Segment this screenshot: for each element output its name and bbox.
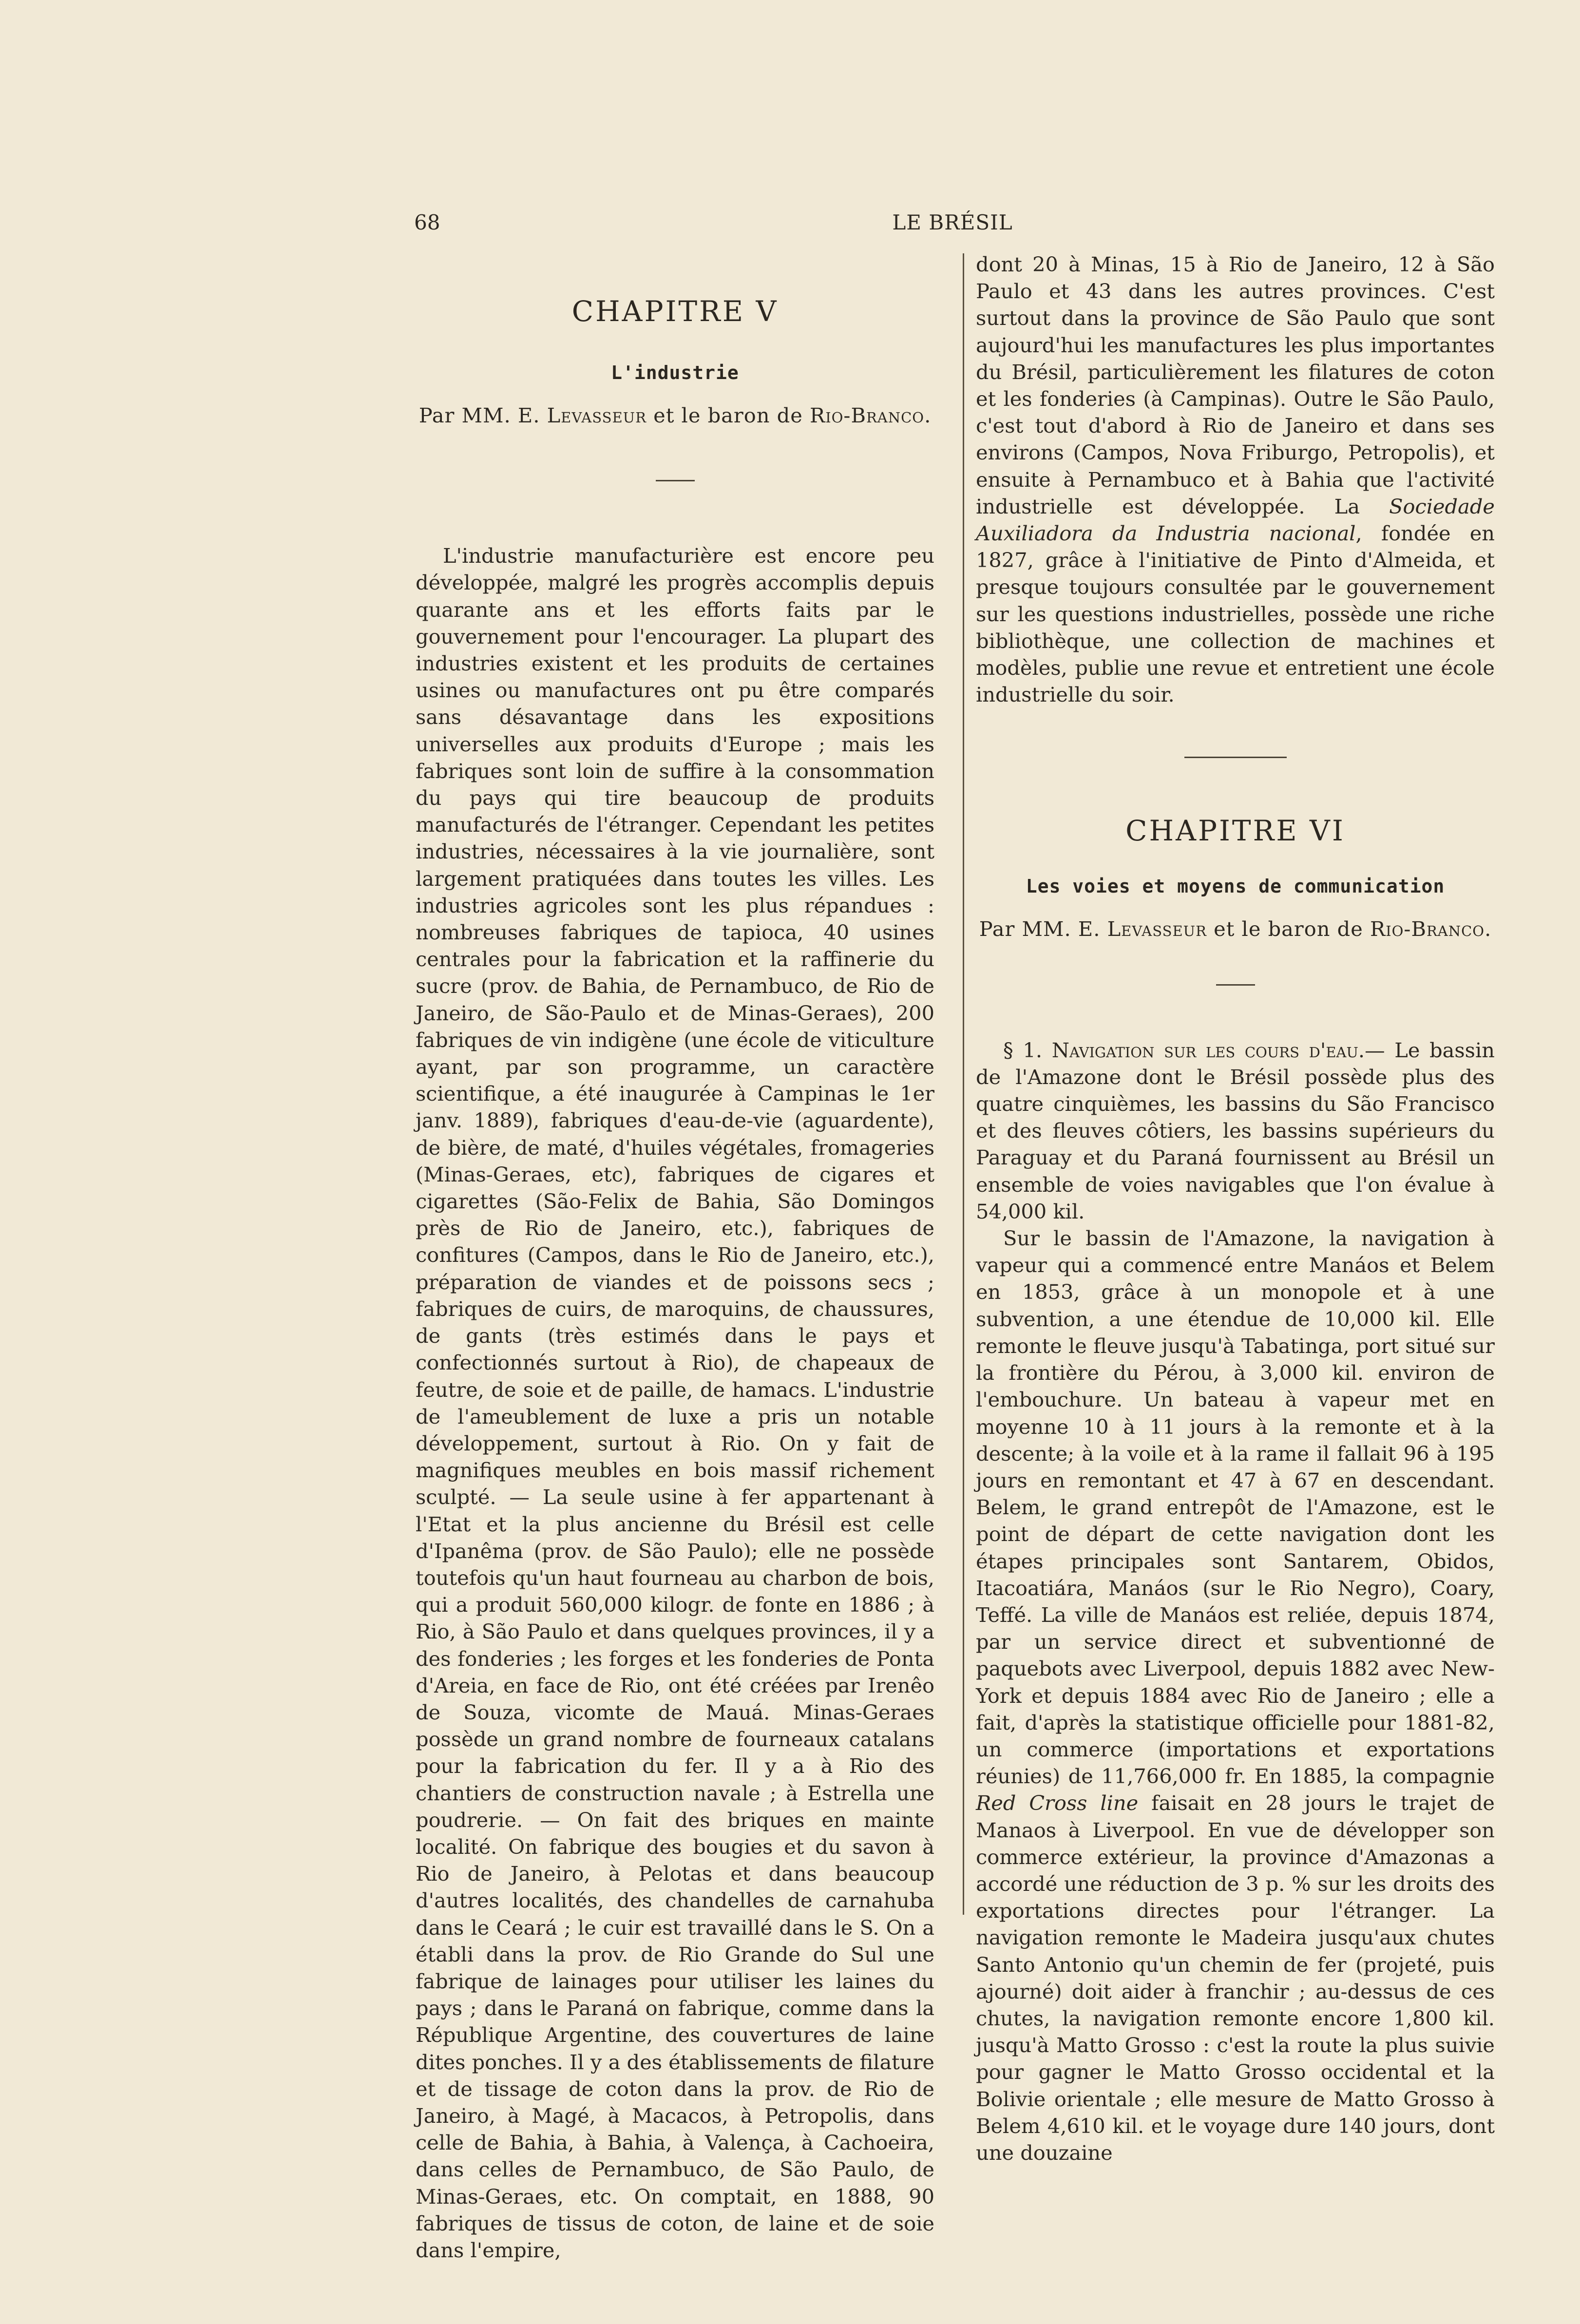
chapter-5-byline	[416, 402, 934, 429]
chapter-5-subtitle: L'industrie	[611, 362, 739, 383]
company-name: Red Cross line	[976, 1791, 1139, 1815]
author-levasseur: Levasseur	[547, 403, 647, 427]
section-title: Navigation sur les cours d'eau.	[1051, 1038, 1365, 1062]
section-1-paragraph-2	[976, 1225, 1495, 2166]
society-name: Sociedade Auxiliadora da Industria nacional	[976, 494, 1495, 546]
continuation-text-b: , fondée en 1827, grâce à l'initiative de Pinto d'Almeida, et presque toujours consultée par le gouvernement sur les questions industrielles, possède une riche bibliothèque, une collection de machines et modèles, publie une revue et entretient une école industrielle du soir.	[976, 521, 1495, 707]
byline-end: .	[924, 403, 932, 427]
paragraph-2-text-b: faisait en 28 jours le trajet de Manaos à Liverpool. En vue de développer son commerce extérieur, la province d'Amazonas a accordé une réduction de 3 p. % sur les droits des exportations directes pour l'étranger. La navigation remonte le Madeira jusqu'aux chutes Santo Antonio qu'un chemin de fer (projeté, puis ajourné) doit aider à franchir ; au-dessus de ces chutes, la navigation remonte encore 1,800 kil. jusqu'à Matto Grosso : c'est la route la plus suivie pour gagner le Matto Grosso occidental et la Bolivie orientale ; elle mesure de Matto Grosso à Belem 4,610 kil. et le voyage dure 140 jours, dont une douzaine	[976, 1791, 1495, 2165]
left-column	[416, 253, 934, 2264]
byline-prefix: Par MM. E.	[979, 917, 1101, 941]
byline-prefix: Par MM. E.	[419, 403, 540, 427]
column-divider	[963, 253, 964, 1915]
author-rio-branco: Rio-Branco	[1370, 917, 1485, 941]
section-number: § 1.	[1003, 1038, 1043, 1062]
running-title: LE BRÉSIL	[892, 210, 1013, 234]
chapter-5-continuation	[976, 251, 1495, 708]
page-number: 68	[414, 210, 440, 234]
chapter-6-title: CHAPITRE VI	[1125, 814, 1345, 848]
continuation-text-a: dont 20 à Minas, 15 à Rio de Janeiro, 12 à São Paulo et 43 dans les autres provinces. C'est surtout dans la province de São Paulo que sont aujourd'hui les manufactures les plus importantes du Brésil, particulièrement les filatures de coton et les fonderies (à Campinas). Outre le São Paulo, c'est tout d'abord à Rio de Janeiro et dans ses environs (Campos, Nova Friburgo, Petropolis), et ensuite à Pernambuco et à Bahia que l'activité industrielle est développée. La	[976, 252, 1495, 518]
right-column	[976, 251, 1495, 2166]
section-1-paragraph	[976, 1037, 1495, 1225]
chapter-5-body: L'industrie manufacturière est encore peu développée, malgré les progrès accomplis depuis quarante ans et les efforts faits par le gouvernement pour l'encourager. La plupart des industries existent et les produits de certaines usines ou manufactures ont pu être comparés sans désavantage dans les expositions universelles aux produits d'Europe ; mais les fabriques sont loin de suffire à la consommation du pays qui tire beaucoup de produits manufacturés de l'étranger. Cependant les petites industries, nécessaires à la vie journalière, sont largement pratiquées dans toutes les villes. Les industries agricoles sont les plus répandues : nombreuses fabriques de tapioca, 40 usines centrales pour la fabrication et la raffinerie du sucre (prov. de Bahia, de Pernambuco, de Rio de Janeiro, de São-Paulo et de Minas-Geraes), 200 fabriques de vin indigène (une école de viticulture ayant, par son programme, un caractère scientifique, a été inaugurée à Campinas le 1er janv. 1889), fabriques d'eau-de-vie (aguardente), de bière, de maté, d'huiles végétales, fromageries (Minas-Geraes, etc), fabriques de cigares et cigarettes (São-Felix de Bahia, São Domingos près de Rio de Janeiro, etc.), fabriques de confitures (Campos, dans le Rio de Janeiro, etc.), préparation de viandes et de poissons secs ; fabriques de cuirs, de maroquins, de chaussures, de gants (très estimés dans le pays et confectionnés surtout à Rio), de chapeaux de feutre, de soie et de paille, de hamacs. L'industrie de l'ameublement de luxe a pris un notable développement, surtout à Rio. On y fait de magnifiques meubles en bois massif richement sculpté. — La seule usine à fer appartenant à l'Etat et la plus ancienne du Brésil est celle d'Ipanêma (prov. de São Paulo); elle ne possède toutefois qu'un haut fourneau au charbon de bois, qui a produit 560,000 kilogr. de fonte en 1886 ; à Rio, à São Paulo et dans quelques provinces, il y a des fonderies ; les forges et les fonderies de Ponta d'Areia, en face de Rio, ont été créées par Irenêo de Souza, vicomte de Mauá. Minas-Geraes possède un grand nombre de fourneaux catalans pour la fabrication du fer. Il y a à Rio des chantiers de construction navale ; à Estrella une poudrerie. — On fait des briques en mainte localité. On fabrique des bougies et du savon à Rio de Janeiro, à Pelotas et dans beaucoup d'autres localités, des chandelles de carnahuba dans le Ceará ; le cuir est travaillé dans le S. On a établi dans la prov. de Rio Grande do Sul une fabrique de lainages pour utiliser les laines du pays ; dans le Paraná on fabrique, comme dans la République Argentine, des couvertures de laine dites ponches. Il y a des établissements de filature et de tissage de coton dans la prov. de Rio de Janeiro, à Magé, à Macacos, à Petropolis, dans celle de Bahia, à Bahia, à Valença, à Cachoeira, dans celles de Pernambuco, de São Paulo, de Minas-Geraes, etc. On comptait, en 1888, 90 fabriques de tissus de coton, de laine et de soie dans l'empire,	[416, 544, 934, 2262]
byline-end: .	[1485, 917, 1492, 941]
section-1-text: — Le bassin de l'Amazone dont le Brésil possède plus des quatre cinquièmes, les bassins du São Francisco et des fleuves côtiers, les bassins supérieurs du Paraguay et du Paraná fournissent au Brésil un ensemble de voies navigables que l'on évalue à 54,000 kil.	[976, 1038, 1495, 1223]
author-levasseur: Levasseur	[1107, 917, 1207, 941]
paragraph-2-text-a: Sur le bassin de l'Amazone, la navigation à vapeur qui a commencé entre Manáos et Belem en 1853, grâce à un monopole et à une subvention, a une étendue de 10,000 kil. Elle remonte le fleuve jusqu'à Tabatinga, port situé sur la frontière du Pérou, à 3,000 kil. environ de l'embouchure. Un bateau à vapeur met en moyenne 10 à 11 jours à la remonte et à la descente; à la voile et à la rame il fallait 96 à 195 jours en remontant et 47 à 67 en descendant. Belem, le grand entrepôt de l'Amazone, est le point de départ de cette navigation dont les étapes principales sont Santarem, Obidos, Itacoatiára, Manáos (sur le Rio Negro), Coary, Teffé. La ville de Manáos est reliée, depuis 1874, par un service direct et subventionné de paquebots avec Liverpool, depuis 1882 avec New-York et depuis 1884 avec Rio de Janeiro ; elle a fait, d'après la statistique officielle pour 1881-82, un commerce (importations et exportations réunies) de 11,766,000 fr. En 1885, la compagnie	[976, 1226, 1495, 1789]
byline-mid: et le baron de	[1206, 917, 1370, 941]
author-rio-branco: Rio-Branco	[809, 403, 925, 427]
byline-mid: et le baron de	[646, 403, 810, 427]
chapter-6-subtitle: Les voies et moyens de communication	[1026, 876, 1445, 897]
page-header	[414, 210, 1491, 245]
chapter-6-byline	[976, 915, 1495, 942]
chapter-5-title: CHAPITRE V	[571, 295, 779, 328]
